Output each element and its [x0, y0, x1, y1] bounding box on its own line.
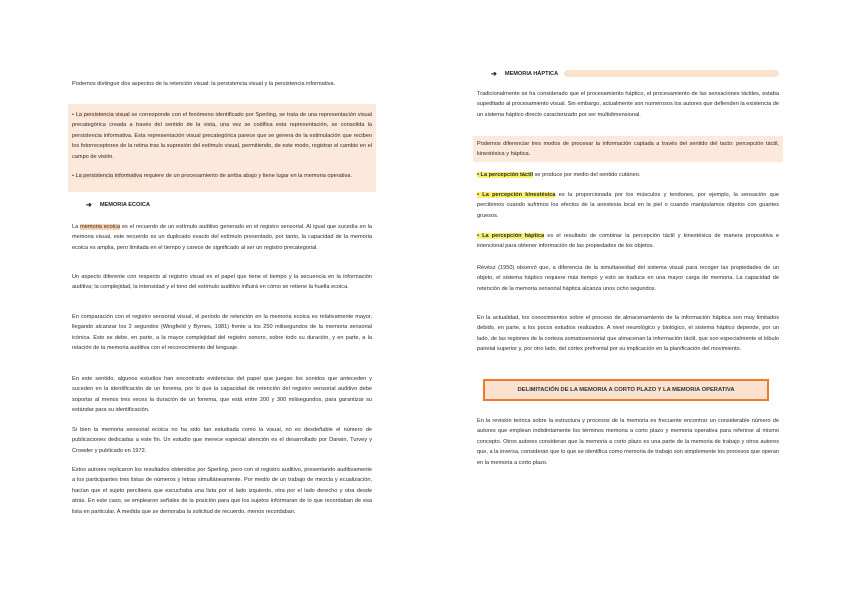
paragraph-time-sequence: Un aspecto diferente con respecto al registro visual es el papel que tiene el tiempo y la secuencia en la información auditiva; la complejidad, la intensidad y el tono del estímulo auditivo influirá en cómo se retiene la huella ecoica. — [72, 274, 372, 291]
paragraph-current-knowledge: En la actualidad, los conocimientos sobre el proceso de almacenamiento de la información háptica son muy limitados debido, en parte, a los pocos estudios realizados. A nivel neurológico y biológico, el sistema háptico depende, por un lado, de las regiones de la corteza somatosensorial que almacenan la información táctil, que son especialmente el lóbulo parietal superior y, por otro lado, del córtex prefrontal por su implicación en la planificación del movimiento. — [477, 315, 779, 353]
bullet-icon: • — [72, 173, 74, 179]
term-echoic-memory: memoria ecoica — [80, 224, 120, 230]
paragraph-retention-period: En comparación con el registro sensorial visual, el periodo de retención en la memoria ecoica es relativamente mayor, llegando alcanzar los 2 segundos (Wingfield y Byrnes, 1981) frente a los 250 milisegundos de la memoria sensorial icónica. Esto se debe, en parte, a la mayor complejidad del registro sonoro, sobre todo su duración, y en parte, a la relación de la memoria auditiva con el reconocimiento del lenguaje. — [72, 314, 372, 352]
term-informative-persistence: La persistencia informativa — [75, 173, 143, 179]
section-title-box — [483, 379, 769, 401]
heading-haptic-memory: ➔ MEMORIA HÁPTICA — [477, 69, 779, 78]
bullet-informative-persistence: • La persistencia informativa requiere de un procesamiento de arriba abajo y tiene lugar en la memoria operativa. — [72, 173, 352, 179]
bullet-kinesthetic-perception: • La percepción kinestésica es la proporcionada por los músculos y tendones, por ejemplo, la sensación que percibimos cuando sufrimos los efectos de la anestesia local en la piel o cuando manipulamos objetos con guantes gruesos. — [477, 192, 779, 219]
echoic-definition-paragraph: La memoria ecoica es el recuerdo de un estímulo auditivo generado en el registro sensorial. Al igual que sucedía en la memoria visual, este recuerdo es un duplicado exacto del estímulo presentado, por tanto, la capacidad de la memoria ecoica es amplia, pero limitada en el tiempo y carece de significado al ser un registro precategorial. — [72, 224, 372, 251]
paragraph-phoneme-studies: En este sentido, algunos estudios han encontrado evidencias del papel que juegan los sonidos que anteceden y suceden en la identificación de un fonema, por lo que la capacidad de retención del registro sensorial auditivo debe soportar al menos tres veces la duración de un fonema, que está entre 200 y 300 milisegundos, para garantizar su estándar para su identificación. — [72, 376, 372, 414]
paragraph-theoretical-review: En la revisión teórica sobre la estructura y procesos de la memoria es frecuente encontrar un considerable número de autores que emplean indistintamente los términos memoria a corto plazo y memoria operativa para referirse al mismo concepto. Otros autores consideran que la memoria a corto plazo es una parte de la memoria de trabajo y otros autores que, a la inversa, consideran que lo que se identifica como memoria de trabajo son simplemente los procesos que operan en la memoria a corto plazo. — [477, 418, 779, 466]
heading-echoic-memory: ➔ MEMORIA ECOICA — [86, 201, 151, 209]
paragraph-replication: Estos autores replicaron los resultados obtenidos por Sperling, pero con el registro auditivo, presentando auditivamente a los participantes tres listas de números y letras simultáneamente. Por medio de un trabajo de mezcla y ecualización, hacían que el sujeto percibiera que escuchaba una lista por el lado izquierdo, otra por el lado derecho y otra desde atrás. En este caso, se emplearon señales de la posición para que los sujetos informaran de lo que recordaban de esa lista en particular. A medida que se demoraba la solicitud de recuerdo, menos recordaban. — [72, 467, 372, 515]
bullet-haptic-perception: • La percepción háptica es el resultado de combinar la percepción táctil y kinestésica de manera propositiva e intencional para obtener información de las propiedades de los objetos. — [477, 233, 779, 250]
term-haptic-perception: • La percepción háptica — [477, 233, 545, 239]
bullet-icon: • — [477, 233, 479, 239]
term-kinesthetic-perception: • La percepción kinestésica — [477, 192, 556, 198]
paragraph-three-modes: Podemos diferenciar tres modos de procesar la información captada a través del sentido del tacto: percepción táctil, kinestésica y háptica. — [477, 141, 779, 158]
term-tactile-perception: • La percepción táctil — [477, 172, 534, 178]
paragraph-haptic-intro: Tradicionalmente se ha considerado que el procesamiento háptico, el procesamiento de las sensaciones táctiles, estaba supeditado al procesamiento visual. Sin embargo, actualmente son numerosos los autores que defienden la existencia de un sistema háptico directo caracterizado por ser multidimensional. — [477, 91, 779, 118]
paragraph-revesz: Révész (1950) observó que, a diferencia de la simultaneidad del sistema visual para recoger las propiedades de un objeto, el sistema háptico requiere más tiempo y esto se traduce en una mayor carga de memoria. La capacidad de retención de la memoria sensorial háptica alcanza unos ocho segundos. — [477, 265, 779, 292]
arrow-icon: ➔ — [491, 70, 497, 78]
paragraph-darwin-study: Si bien la memoria sensorial ecoica no ha sido tan estudiada como la visual, no es desdeñable el número de publicaciones dedicadas a este fin. Un estudio que merece especial atención es el desarrollado por Darwin, Turvey y Crowder y publicado en 1972. — [72, 427, 372, 454]
bullet-visual-persistence: • La persistencia visual se corresponde con el fenómeno identificado por Sperling, se trata de una representación visual precategórica creada a través del sentido de la vista, una vez se codifica esta representación, se consolida la persistencia informativa. Esta representación visual precategórica parece que se genera de la estimulación que reciben los fotorreceptores de la retina tras la supresión del estímulo visual, permitiendo, de este modo, registrar el cambio en el campo de visión. — [72, 112, 372, 160]
section-title: DELIMITACIÓN DE LA MEMORIA A CORTO PLAZO Y LA MEMORIA OPERATIVA — [517, 387, 735, 393]
bullet-icon: • — [72, 112, 74, 118]
heading-underline-bar — [564, 70, 779, 77]
bullet-icon: • — [477, 172, 479, 178]
term-visual-persistence: La persistencia visual — [75, 112, 130, 118]
intro-paragraph: Podemos distinguir dos aspectos de la retención visual: la persistencia visual y la persistencia informativa. — [72, 81, 336, 87]
bullet-tactile-perception: • La percepción táctil se produce por medio del sentido cutáneo. — [477, 172, 641, 178]
bullet-icon: • — [477, 192, 479, 198]
arrow-icon: ➔ — [86, 201, 92, 209]
